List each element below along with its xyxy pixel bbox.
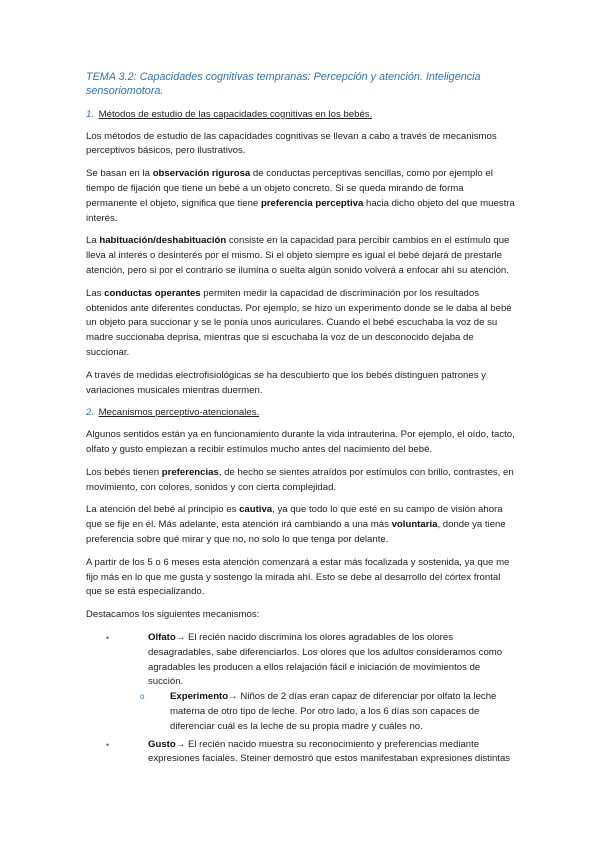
sub-list-item-experimento: [140, 690, 516, 734]
circle-bullet-icon: o: [140, 692, 145, 702]
bullet-icon: •: [106, 739, 110, 750]
list-item-gusto: [86, 738, 516, 768]
bold-term: cautiva: [239, 504, 273, 516]
text-run: hacia dicho objeto del que muestra interés.: [86, 197, 515, 224]
document-title: TEMA 3.2: Capacidades cognitivas tempranas: Percepción y atención. Inteligencia sensoriomotora.: [86, 71, 481, 98]
section-2-paragraph-5: Destacamos los siguientes mecanismos:: [86, 609, 260, 621]
bold-term: conductas operantes: [104, 287, 201, 299]
bold-term: observación rigurosa: [152, 168, 251, 180]
section-1-paragraph-3: [86, 234, 516, 278]
text-run: consiste en la capacidad para percibir cambios en el estímulo que lleva al interés o desinterés por el mismo. Si el objeto siempre es igual el bebé dejará de prestarle atención, pero si por el contrario se ilumina o suelta algún sonido volverá a enfocar ahí su atención.: [86, 235, 510, 276]
text-run: Se basan en la: [86, 168, 153, 180]
section-1-number: 1.: [86, 108, 95, 120]
text-run: Las: [86, 287, 105, 299]
bold-term: preferencias: [161, 466, 219, 478]
arrow-right-icon: →: [175, 738, 186, 750]
text-run: , donde ya tiene preferencia sobre qué mirar y que no, no solo lo que tenga por delante.: [86, 519, 506, 545]
text-run: , ya que todo lo que esté en su campo de visión ahora que se fije en él. Más adelante, esta atención irá cambiando a una más: [86, 504, 503, 531]
section-2-heading: [86, 406, 516, 421]
text-run: La atención del bebé al principio es: [86, 504, 240, 516]
section-2-heading-text: Mecanismos perceptivo-atencionales.: [98, 407, 260, 419]
bold-term: preferencia perceptiva: [260, 197, 364, 209]
section-2-paragraph-1: Algunos sentidos están ya en funcionamiento durante la vida intrauterina. Por ejemplo, el oído, tacto, olfato y gusto empiezan a recibir estímulos mucho antes del nacimiento del bebé.: [86, 429, 515, 455]
text-run: La: [86, 235, 100, 247]
bold-term: habituación/deshabituación: [99, 235, 227, 247]
section-2-paragraph-4: A partir de los 5 o 6 meses esta atención comenzará a estar más focalizada y sostenida, ya que me fijo más en lo que me gusta y sostengo la mirada ahí. Esto se debe al desarrollo del córtex frontal que se está especializando.: [86, 556, 510, 598]
text-run: permiten medir la capacidad de discriminación por los resultados obtenidos ante diferentes conductas. Por ejemplo, se hizo un experimento donde se le daba al bebé un objeto para succionar y se le ponía unos auriculares. Cuando el bebé escuchaba la voz de su madre succionaba deprisa, mientras que si escuchaba la voz de un desconocido dejaba de succionar.: [86, 287, 512, 358]
arrow-right-icon: →: [228, 691, 238, 703]
section-2-paragraph-2: [86, 466, 516, 496]
section-1-heading-text: Métodos de estudio de las capacidades cognitivas en los bebés.: [98, 108, 373, 120]
text-run: Los bebés tienen: [86, 466, 162, 478]
arrow-right-icon: →: [175, 631, 186, 643]
text-run: , de hecho se sientes atraídos por estímulos con brillo, contrastes, en movimiento, con colores, sonidos y con cierta complejidad.: [86, 466, 514, 493]
bullet-text: El recién nacido muestra su reconocimiento y preferencias mediante expresiones faciales. Steiner demostró que estos manifestaban expresiones distintas: [148, 738, 511, 765]
sub-bullet-text: Niños de 2 días eran capaz de diferenciar por olfato la leche materna de otro tipo de leche. Por otro lado, a los 6 días son capaces de diferenciar cuál es la leche de su propia madre y cuáles no.: [170, 691, 497, 732]
section-1-paragraph-4: [86, 287, 516, 361]
section-1-paragraph-1: Los métodos de estudio de las capacidades cognitivas se llevan a cabo a través de mecanismos perceptivos básicos, pero ilustrativos.: [86, 130, 497, 157]
section-1-paragraph-2: [86, 167, 516, 226]
bullet-icon: •: [106, 632, 110, 643]
text-run: de conductas perceptivas sencillas, como por ejemplo el tiempo de fijación que tiene un bebé a un objeto concreto. Si se queda mirando de forma permanente el objeto, significa que tiene: [86, 168, 493, 209]
sub-bullet-label: Experimento: [170, 691, 229, 703]
section-1-paragraph-5: A través de medidas electrofisiológicas se ha descubierto que los bebés distinguen patrones y variaciones musicales mientras duermen.: [86, 369, 486, 396]
bullet-text: El recién nacido discrimina los olores agradables de los olores desagradables, sabe diferenciarlos. Los olores que los adultos consideramos como agradables les producen a ellos relajación fácil e iniciación de movimientos de succión.: [148, 631, 503, 688]
document-content: [86, 70, 516, 770]
sub-list: [140, 690, 516, 734]
section-2-paragraph-3: [86, 503, 516, 547]
bullet-label: Gusto: [148, 738, 176, 750]
bullet-label: Olfato: [148, 631, 176, 643]
list-item-olfato: [86, 631, 516, 735]
section-2-number: 2.: [86, 407, 95, 419]
mechanisms-list: [86, 631, 516, 767]
section-1-heading: [86, 108, 516, 123]
bold-term: voluntaria: [391, 519, 438, 531]
